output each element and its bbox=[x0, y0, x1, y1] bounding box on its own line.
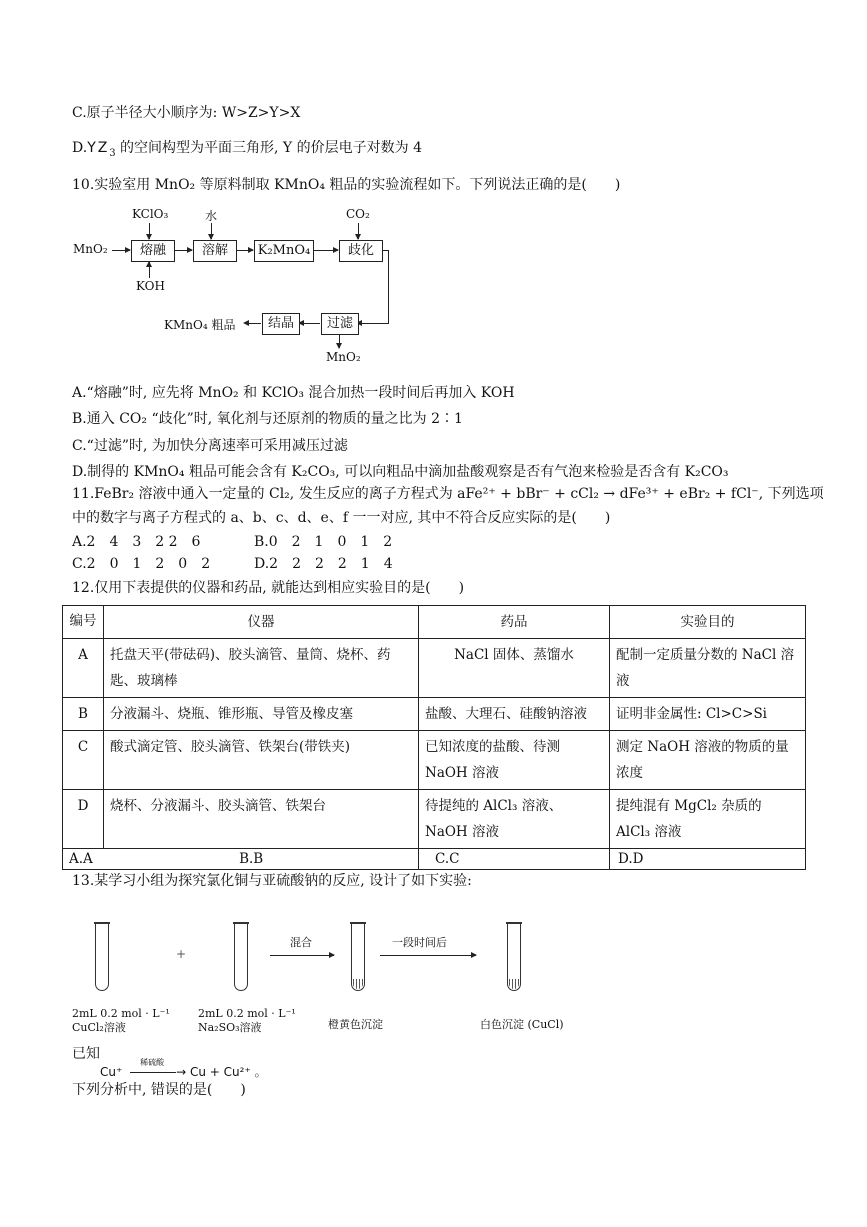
flow-reagent-koh: KOH bbox=[136, 279, 165, 293]
flow-arrow bbox=[313, 250, 338, 251]
flow-arrowhead bbox=[243, 320, 249, 326]
flow-connector bbox=[304, 323, 320, 324]
table-cell-id: C bbox=[63, 731, 104, 790]
flow-connector bbox=[248, 323, 261, 324]
known-eq-end: 。 bbox=[254, 1065, 267, 1079]
flow-box-k2mno4: K₂MnO₄ bbox=[254, 240, 314, 262]
table-cell-instruments: 酸式滴定管、胶头滴管、铁架台(带铁夹) bbox=[104, 731, 419, 790]
flow-arrow bbox=[112, 250, 130, 251]
q11-option-c: C.2 0 1 2 0 2 bbox=[72, 556, 211, 572]
table-row bbox=[63, 639, 806, 698]
table-header-instruments: 仪器 bbox=[104, 606, 419, 639]
flow-reagent-kclo3: KClO₃ bbox=[132, 207, 169, 221]
q9-option-c: C.原子半径大小顺序为: W>Z>Y>X bbox=[72, 105, 301, 121]
tube4-caption: 白色沉淀 (CuCl) bbox=[480, 1018, 564, 1031]
q11-option-b: B.0 2 1 0 1 2 bbox=[254, 534, 393, 550]
flow-connector bbox=[362, 323, 389, 324]
table-header-id: 编号 bbox=[63, 606, 104, 639]
table-header-row bbox=[63, 606, 806, 639]
flow-arrow bbox=[149, 262, 150, 278]
q9-option-d-suffix: 的空间构型为平面三角形, Y 的价层电子对数为 4 bbox=[115, 140, 422, 156]
q12-option-d: D.D bbox=[610, 849, 806, 870]
table-row bbox=[63, 790, 806, 849]
flow-byproduct-mno2: MnO₂ bbox=[326, 350, 361, 364]
known-eq-right: Cu + Cu²⁺ bbox=[189, 1065, 251, 1079]
tube1-caption-concentration: 2mL 0.2 mol · L⁻¹ bbox=[72, 1007, 170, 1020]
table-options-row bbox=[63, 849, 806, 870]
flow-arrow bbox=[174, 250, 192, 251]
table-cell-id: D bbox=[63, 790, 104, 849]
test-tube-cucl2 bbox=[95, 922, 109, 991]
flow-box-filter: 过滤 bbox=[321, 313, 359, 335]
known-eq-left: Cu⁺ bbox=[100, 1065, 123, 1079]
known-eq-condition: 稀硫酸 bbox=[140, 1058, 165, 1067]
table-header-reagents: 药品 bbox=[419, 606, 610, 639]
table-cell-purpose: 提纯混有 MgCl₂ 杂质的 AlCl₃ 溶液 bbox=[610, 790, 806, 849]
q12-option-b: B.B bbox=[239, 851, 264, 867]
q9-option-d-prefix: D. bbox=[72, 140, 88, 156]
flow-connector bbox=[388, 250, 389, 324]
flow-arrow bbox=[358, 223, 359, 239]
mix-arrow bbox=[270, 955, 334, 956]
options-cell bbox=[63, 849, 419, 870]
q11-option-a: A.2 4 3 2 2 6 bbox=[72, 534, 201, 550]
q9-option-d bbox=[72, 139, 422, 163]
flow-arrow bbox=[211, 223, 212, 239]
time-arrow bbox=[380, 955, 476, 956]
flow-box-disproportionate: 歧化 bbox=[339, 240, 383, 262]
table-header-purpose: 实验目的 bbox=[610, 606, 806, 639]
q11-stem-line1: 11.FeBr₂ 溶液中通入一定量的 Cl₂, 发生反应的离子方程式为 aFe²⁺ + bBr⁻ + cCl₂ → dFe³⁺ + eBr₂ + fCl⁻, 下列选项 bbox=[72, 486, 824, 502]
q13-question: 下列分析中, 错误的是( ) bbox=[72, 1082, 246, 1098]
table-row bbox=[63, 731, 806, 790]
flow-product: KMnO₄ 粗品 bbox=[164, 318, 236, 332]
q12-option-a: A.A bbox=[69, 851, 93, 867]
table-cell-reagents: 盐酸、大理石、硅酸钠溶液 bbox=[419, 698, 610, 731]
flow-box-melt: 熔融 bbox=[131, 240, 175, 262]
q10-option-c: C.“过滤”时, 为加快分离速率可采用减压过滤 bbox=[72, 438, 348, 454]
tube2-caption-concentration: 2mL 0.2 mol · L⁻¹ bbox=[198, 1007, 296, 1020]
q10-option-a: A.“熔融”时, 应先将 MnO₂ 和 KClO₃ 混合加热一段时间后再加入 KOH bbox=[72, 385, 515, 401]
table-cell-instruments: 托盘天平(带砝码)、胶头滴管、量筒、烧杯、药匙、玻璃棒 bbox=[104, 639, 419, 698]
flow-reagent-water: 水 bbox=[205, 209, 218, 223]
table-cell-reagents: 已知浓度的盐酸、待测 NaOH 溶液 bbox=[419, 731, 610, 790]
flow-arrow bbox=[236, 250, 253, 251]
flow-start: MnO₂ bbox=[73, 242, 108, 256]
table-row bbox=[63, 698, 806, 731]
table-cell-instruments: 烧杯、分液漏斗、胶头滴管、铁架台 bbox=[104, 790, 419, 849]
tube1-caption-solution: CuCl₂溶液 bbox=[72, 1021, 126, 1034]
table-cell-purpose: 证明非金属性: Cl>C>Si bbox=[610, 698, 806, 731]
table-cell-id: B bbox=[63, 698, 104, 731]
test-tube-white-precipitate bbox=[507, 922, 521, 991]
table-cell-purpose: 测定 NaOH 溶液的物质的量浓度 bbox=[610, 731, 806, 790]
q12-table bbox=[62, 605, 806, 870]
arrow-label-mix: 混合 bbox=[290, 936, 312, 949]
table-cell-purpose: 配制一定质量分数的 NaCl 溶液 bbox=[610, 639, 806, 698]
flow-arrow bbox=[339, 335, 340, 348]
q11-stem-line2: 中的数字与离子方程式的 a、b、c、d、e、f 一一对应, 其中不符合反应实际的是( ) bbox=[72, 510, 611, 526]
q10-option-b: B.通入 CO₂ “歧化”时, 氧化剂与还原剂的物质的量之比为 2∶1 bbox=[72, 411, 463, 427]
plus-sign: + bbox=[176, 947, 187, 961]
known-eq-arrow: 稀硫酸 → bbox=[130, 1063, 182, 1081]
flow-box-dissolve: 溶解 bbox=[193, 240, 237, 262]
q10-stem: 10.实验室用 MnO₂ 等原料制取 KMnO₄ 粗品的实验流程如下。下列说法正确的是( ) bbox=[72, 177, 621, 193]
table-cell-reagents: NaCl 固体、蒸馏水 bbox=[419, 639, 610, 698]
tube3-caption: 橙黄色沉淀 bbox=[328, 1018, 383, 1031]
table-cell-reagents: 待提纯的 AlCl₃ 溶液、NaOH 溶液 bbox=[419, 790, 610, 849]
tube2-caption-solution: Na₂SO₃溶液 bbox=[198, 1021, 262, 1034]
q12-option-c: C.C bbox=[419, 849, 610, 870]
q11-option-d: D.2 2 2 2 1 4 bbox=[254, 556, 393, 572]
flow-reagent-co2: CO₂ bbox=[346, 207, 370, 221]
flow-arrow bbox=[149, 223, 150, 239]
flow-box-crystallize: 结晶 bbox=[262, 313, 300, 335]
q9-option-d-sub: 3 bbox=[109, 147, 116, 159]
table-cell-instruments: 分液漏斗、烧瓶、锥形瓶、导管及橡皮塞 bbox=[104, 698, 419, 731]
q10-option-d: D.制得的 KMnO₄ 粗品可能会含有 K₂CO₃, 可以向粗品中滴加盐酸观察是否有气泡来检验是否含有 K₂CO₃ bbox=[72, 464, 729, 480]
test-tube-na2so3 bbox=[234, 922, 248, 991]
q13-known-label: 已知 bbox=[72, 1046, 100, 1062]
q9-option-d-formula: YZ bbox=[87, 140, 110, 156]
q13-known-equation bbox=[100, 1058, 267, 1081]
test-tube-orange-precipitate bbox=[351, 922, 365, 991]
q12-stem: 12.仅用下表提供的仪器和药品, 就能达到相应实验目的是( ) bbox=[72, 580, 465, 596]
q13-stem: 13.某学习小组为探究氯化铜与亚硫酸钠的反应, 设计了如下实验: bbox=[72, 873, 472, 889]
table-cell-id: A bbox=[63, 639, 104, 698]
arrow-label-time: 一段时间后 bbox=[392, 936, 447, 949]
